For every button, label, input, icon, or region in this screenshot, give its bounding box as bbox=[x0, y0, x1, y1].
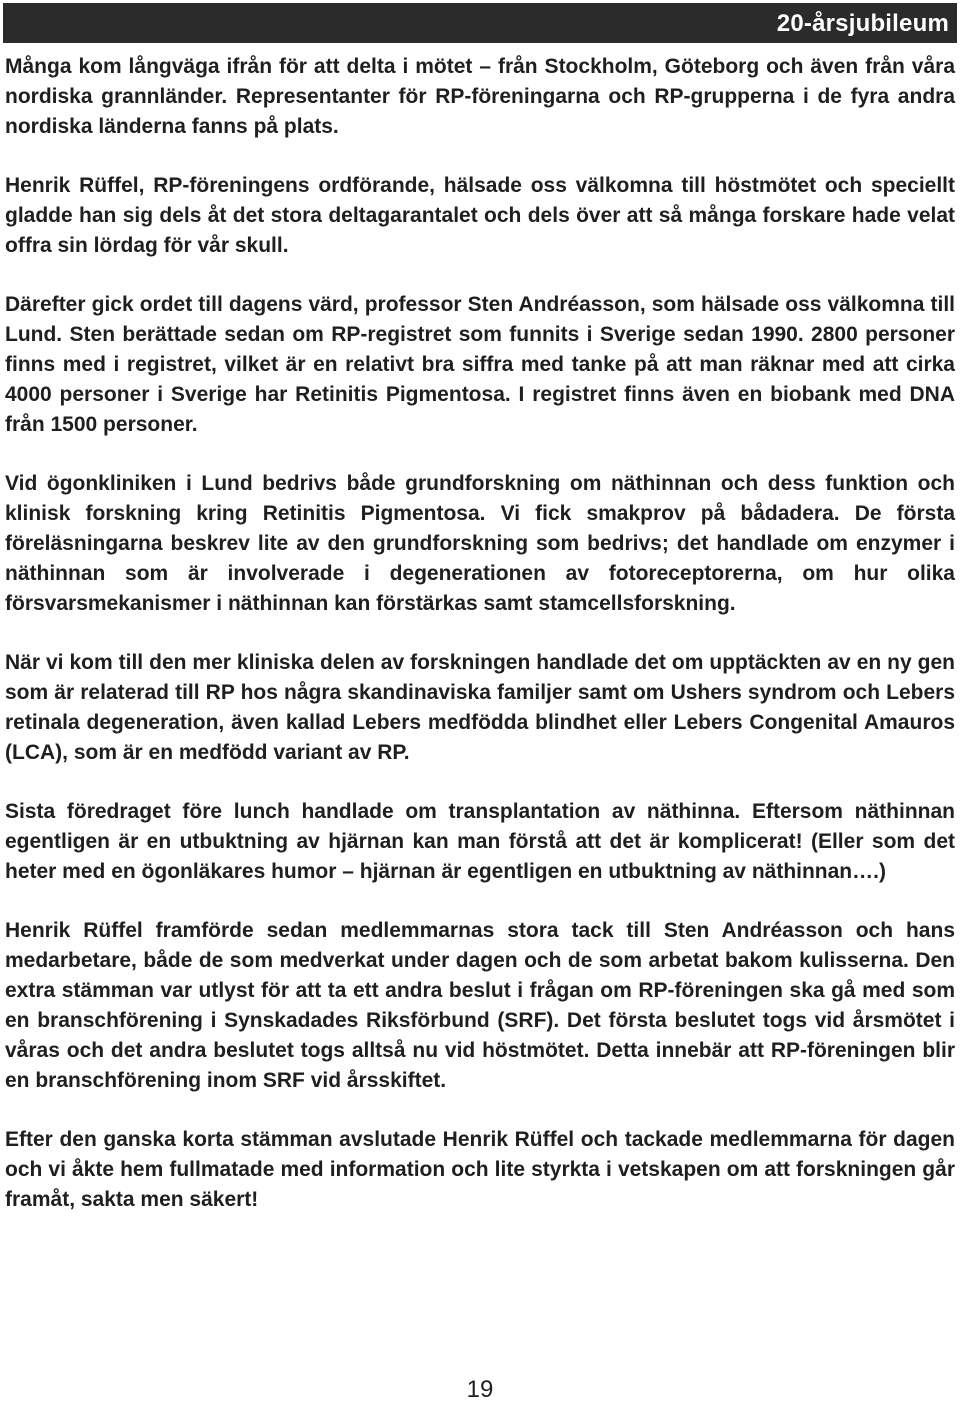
paragraph: Sista föredraget före lunch handlade om transplantation av näthinna. Eftersom näthinnan egentligen är en utbuktning av hjärnan kan man förstå att det är komplicerat! (Eller som det heter med en ögonläkares humor – hjärnan är egentligen en utbuktning av näthinnan….) bbox=[5, 800, 955, 883]
section-title: 20-årsjubileum bbox=[776, 10, 949, 37]
paragraph: Många kom långväga ifrån för att delta i mötet – från Stockholm, Göteborg och även från våra nordiska grannländer. Representanter för RP-föreningarna och RP-grupperna i de fyra andra nordiska länderna fanns på plats. bbox=[5, 55, 955, 138]
article-body bbox=[5, 52, 955, 1215]
section-header-bar bbox=[3, 3, 957, 43]
paragraph: När vi kom till den mer kliniska delen av forskningen handlade det om upptäckten av en ny gen som är relaterad till RP hos några skandinaviska familjer samt om Ushers syndrom och Lebers retinala degeneration, även kallad Lebers medfödda blindhet eller Lebers Congenital Amauros (LCA), som är en medfödd variant av RP. bbox=[5, 651, 955, 764]
paragraph: Efter den ganska korta stämman avslutade Henrik Rüffel och tackade medlemmarna för dagen och vi åkte hem fullmatade med information och lite styrkta i vetskapen om att forskningen går framåt, sakta men säkert! bbox=[5, 1128, 955, 1211]
paragraph: Henrik Rüffel, RP-föreningens ordförande, hälsade oss välkomna till höstmötet och speciellt gladde han sig dels åt det stora deltagarantalet och dels över att så många forskare hade velat offra sin lördag för vår skull. bbox=[5, 174, 955, 257]
paragraph: Henrik Rüffel framförde sedan medlemmarnas stora tack till Sten Andréasson och hans medarbetare, både de som medverkat under dagen och de som arbetat bakom kulisserna. Den extra stämman var utlyst för att ta ett andra beslut i frågan om RP-föreningen ska gå med som en branschförening i Synskadades Riksförbund (SRF). Det första beslutet togs vid årsmötet i våras och det andra beslutet togs alltså nu vid höstmötet. Detta innebär att RP-föreningen blir en branschförening inom SRF vid årsskiftet. bbox=[5, 919, 955, 1092]
paragraph: Därefter gick ordet till dagens värd, professor Sten Andréasson, som hälsade oss välkomna till Lund. Sten berättade sedan om RP-registret som funnits i Sverige sedan 1990. 2800 personer finns med i registret, vilket är en relativt bra siffra med tanke på att man räknar med att cirka 4000 personer i Sverige har Retinitis Pigmentosa. I registret finns även en biobank med DNA från 1500 personer. bbox=[5, 293, 955, 436]
page-number: 19 bbox=[466, 1376, 494, 1403]
paragraph: Vid ögonkliniken i Lund bedrivs både grundforskning om näthinnan och dess funktion och klinisk forskning kring Retinitis Pigmentosa. Vi fick smakprov på bådadera. De första föreläsningarna beskrev lite av den grundforskning som bedrivs; det handlade om enzymer i näthinnan som är involverade i degenerationen av fotoreceptorerna, om hur olika försvarsmekanismer i näthinnan kan förstärkas samt stamcellsforskning. bbox=[5, 472, 955, 615]
